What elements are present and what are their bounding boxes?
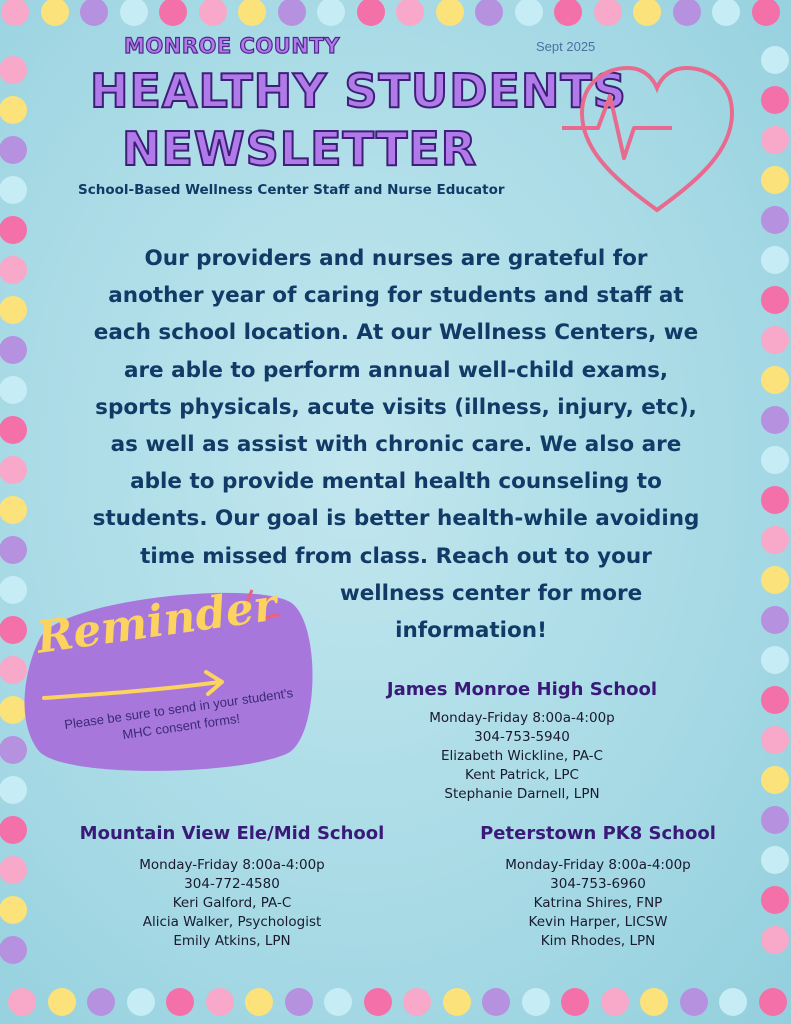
school-card-mountain-view <box>56 823 408 951</box>
school-info <box>360 709 684 804</box>
intro-line: information! <box>395 618 547 644</box>
border-dot <box>403 988 431 1016</box>
border-dot <box>761 246 789 274</box>
border-dot <box>475 0 503 26</box>
border-dot <box>761 206 789 234</box>
border-dot <box>0 456 27 484</box>
border-dot <box>761 846 789 874</box>
staff-member: Keri Galford, PA-C <box>172 895 292 911</box>
border-dot <box>87 988 115 1016</box>
intro-line: are able to perform annual well-child exams, <box>123 357 669 383</box>
newsletter-title-line1: HEALTHY STUDENTS <box>90 64 627 118</box>
reminder-title: Reminder <box>33 579 280 664</box>
border-dot <box>712 0 740 26</box>
border-dot <box>120 0 148 26</box>
border-dot <box>761 766 789 794</box>
border-dot <box>0 56 27 84</box>
border-dot <box>0 96 27 124</box>
border-dot <box>601 988 629 1016</box>
intro-line: able to provide mental health counseling to <box>130 469 662 495</box>
border-dot <box>0 896 27 924</box>
border-dot <box>554 0 582 26</box>
intro-line: students. Our goal is better health-while avoiding <box>92 506 700 532</box>
border-dot <box>515 0 543 26</box>
border-dot <box>761 366 789 394</box>
intro-line: wellness center for more <box>339 580 643 606</box>
border-dot <box>0 496 27 524</box>
border-dot <box>0 536 27 564</box>
school-name: James Monroe High School <box>386 679 658 700</box>
border-dot <box>80 0 108 26</box>
school-info <box>56 856 408 951</box>
intro-line: Our providers and nurses are grateful for <box>144 246 648 271</box>
border-dot <box>761 806 789 834</box>
border-dot <box>761 886 789 914</box>
border-dot <box>673 0 701 26</box>
border-dot <box>761 726 789 754</box>
border-dot <box>0 136 27 164</box>
border-dot <box>761 126 789 154</box>
border-dot <box>199 0 227 26</box>
border-dot <box>761 646 789 674</box>
staff-member: Kevin Harper, LICSW <box>528 914 668 930</box>
border-dot <box>761 86 789 114</box>
border-dot <box>41 0 69 26</box>
school-card-james-monroe <box>360 679 684 804</box>
border-dot <box>482 988 510 1016</box>
school-hours: Monday-Friday 8:00a-4:00p <box>429 710 615 726</box>
newsletter-subtitle: School-Based Wellness Center Staff and Nurse Educator <box>78 182 505 198</box>
border-dot <box>48 988 76 1016</box>
border-dot <box>759 988 787 1016</box>
border-dot <box>680 988 708 1016</box>
intro-line: as well as assist with chronic care. We also are <box>110 432 682 458</box>
intro-line: another year of caring for students and staff at <box>108 283 684 309</box>
school-info <box>460 856 736 951</box>
border-dot <box>159 0 187 26</box>
border-dot <box>633 0 661 26</box>
border-dot <box>561 988 589 1016</box>
border-dot <box>0 376 27 404</box>
border-dot <box>0 936 27 964</box>
school-hours: Monday-Friday 8:00a-4:00p <box>505 857 691 873</box>
border-dot <box>238 0 266 26</box>
border-dot <box>0 216 27 244</box>
border-dot <box>443 988 471 1016</box>
border-dot <box>1 0 29 26</box>
heart-heartbeat-icon <box>560 58 755 218</box>
border-dot <box>594 0 622 26</box>
border-dot <box>0 416 27 444</box>
intro-line: time missed from class. Reach out to your <box>140 543 652 569</box>
school-phone: 304-753-5940 <box>474 729 570 745</box>
border-dot <box>8 988 36 1016</box>
border-dot <box>761 286 789 314</box>
school-phone: 304-772-4580 <box>184 876 280 892</box>
border-dot <box>0 256 27 284</box>
border-dot <box>364 988 392 1016</box>
school-name: Mountain View Ele/Mid School <box>79 823 385 844</box>
border-dot <box>0 856 27 884</box>
school-phone: 304-753-6960 <box>550 876 646 892</box>
border-dot <box>761 446 789 474</box>
staff-member: Alicia Walker, Psychologist <box>142 914 322 930</box>
border-dot <box>285 988 313 1016</box>
border-dot <box>640 988 668 1016</box>
border-dot <box>278 0 306 26</box>
border-dot <box>324 988 352 1016</box>
border-dot <box>761 46 789 74</box>
county-label: MONROE COUNTY <box>124 34 340 58</box>
border-dot <box>761 686 789 714</box>
staff-member: Stephanie Darnell, LPN <box>444 786 600 802</box>
staff-member: Katrina Shires, FNP <box>533 895 663 911</box>
newsletter-title-line2: NEWSLETTER <box>122 122 478 176</box>
intro-line: sports physicals, acute visits (illness, injury, etc), <box>95 394 697 420</box>
school-name: Peterstown PK8 School <box>480 823 716 844</box>
staff-member: Elizabeth Wickline, PA-C <box>441 748 603 764</box>
border-dot <box>522 988 550 1016</box>
border-dot <box>719 988 747 1016</box>
border-dot <box>761 166 789 194</box>
border-dot <box>752 0 780 26</box>
school-card-peterstown <box>460 823 736 951</box>
border-dot <box>0 176 27 204</box>
border-dot <box>206 988 234 1016</box>
reminder-note: Please be sure to send in your student's MHC consent forms! <box>63 685 295 743</box>
border-dot <box>761 406 789 434</box>
border-dot <box>166 988 194 1016</box>
staff-member: Kent Patrick, LPC <box>465 767 579 783</box>
border-dot <box>396 0 424 26</box>
border-dot <box>761 486 789 514</box>
issue-date: Sept 2025 <box>536 39 596 54</box>
border-dot <box>761 926 789 954</box>
border-dot <box>357 0 385 26</box>
border-dot <box>436 0 464 26</box>
border-dot <box>761 526 789 554</box>
border-dot <box>761 326 789 354</box>
border-dot <box>127 988 155 1016</box>
border-dot <box>761 606 789 634</box>
school-hours: Monday-Friday 8:00a-4:00p <box>139 857 325 873</box>
border-dot <box>0 296 27 324</box>
intro-line: each school location. At our Wellness Centers, we <box>93 320 699 346</box>
border-dot <box>0 816 27 844</box>
border-dot <box>317 0 345 26</box>
staff-member: Emily Atkins, LPN <box>173 933 291 949</box>
border-dot <box>245 988 273 1016</box>
border-dot <box>0 336 27 364</box>
border-dot <box>0 776 27 804</box>
staff-member: Kim Rhodes, LPN <box>540 933 656 949</box>
border-dot <box>761 566 789 594</box>
